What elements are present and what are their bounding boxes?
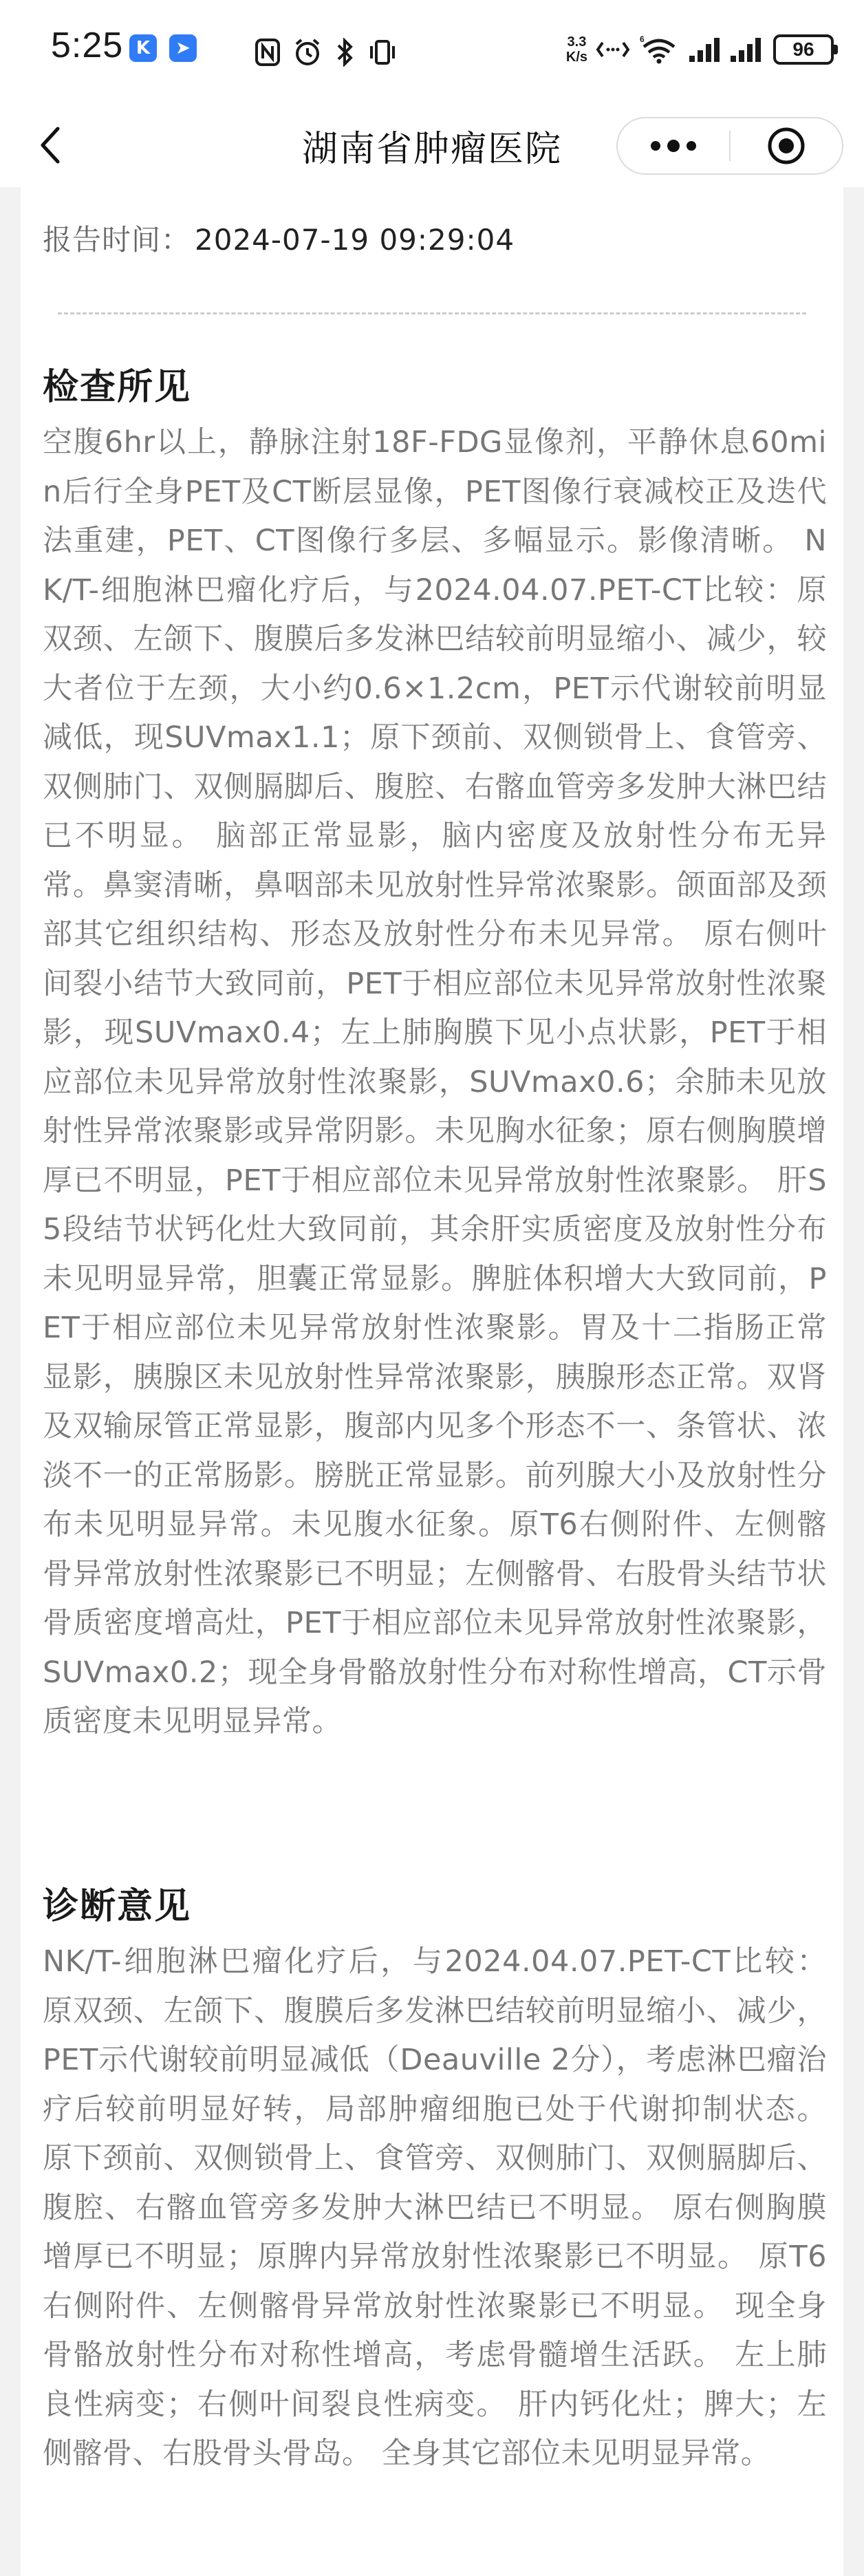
close-program-button[interactable] <box>731 118 842 173</box>
diagnosis-title: 诊断意见 <box>43 1886 192 1927</box>
section-divider <box>58 312 806 314</box>
bluetooth-icon <box>334 33 355 72</box>
report-time <box>43 217 515 259</box>
report-card <box>21 187 843 2576</box>
network-speed <box>566 34 587 65</box>
app-badge-k-icon: K <box>129 34 157 62</box>
network-speed-unit: K/s <box>565 50 587 65</box>
network-speed-value: 3.3 <box>567 34 587 50</box>
status-time: 5:25 <box>51 25 124 65</box>
status-right-group <box>558 29 834 70</box>
navigation-bar <box>0 103 864 187</box>
signal-strength-1-icon <box>688 30 722 69</box>
svg-text:6: 6 <box>640 34 645 44</box>
target-circle-icon <box>766 125 807 167</box>
report-content[interactable] <box>0 187 864 2576</box>
more-dots-icon <box>649 139 698 153</box>
status-bar <box>0 0 864 103</box>
wifi-6-icon <box>640 30 678 69</box>
mini-program-capsule <box>616 117 843 175</box>
hotspot-link-icon <box>596 30 630 69</box>
alarm-icon <box>293 33 322 72</box>
diagnosis-text: NK/T-细胞淋巴瘤化疗后，与2024.04.07.PET-CT比较： 原双颈、左颌下、腹膜后多发淋巴结较前明显缩小、减少，PET示代谢较前明显减低（Deauville 2分），考虑淋巴瘤治疗后较前明显好转，局部肿瘤细胞已处于代谢抑制状态。 原下颈前、双侧锁骨上、食管旁、双侧肺门、双侧膈脚后、腹腔、右髂血管旁多发肿大淋巴结已不明显。 原右侧胸膜增厚已不明显；原脾内异常放射性浓聚影已不明显。 原T6右侧附件、左侧髂骨异常放射性浓聚影已不明显。 现全身骨骼放射性分布对称性增高，考虑骨髓增生活跃。 左上肺良性病变；右侧叶间裂良性病变。 肝内钙化灶；脾大；左侧髂骨、右股骨头骨岛。 全身其它部位未见明显异常。 <box>43 1944 827 2471</box>
findings-text: 空腹6hr以上，静脉注射18F-FDG显像剂，平静休息60min后行全身PET及CT断层显像，PET图像行衰减校正及迭代法重建，PET、CT图像行多层、多幅显示。影像清晰。 NK/T-细胞淋巴瘤化疗后，与2024.04.07.PET-CT比较：原双颈、左颌下、腹膜后多发淋巴结较前明显缩小、减少，较大者位于左颈，大小约0.6×1.2cm，PET示代谢较前明显减低，现SUVmax1.1；原下颈前、双侧锁骨上、食管旁、双侧肺门、双侧膈脚后、腹腔、右髂血管旁多发肿大淋巴结已不明显。 脑部正常显影，脑内密度及放射性分布无异常。鼻窦清晰，鼻咽部未见放射性异常浓聚影。颌面部及颈部其它组织结构、形态及放射性分布未见异常。 原右侧叶间裂小结节大致同前，PET于相应部位未见异常放射性浓聚影，现SUVmax0.4；左上肺胸膜下见小点状影，PET于相应部位未见异常放射性浓聚影，SUVmax0.6；余肺未见放射性异常浓聚影或异常阴影。未见胸水征象；原右侧胸膜增厚已不明显，PET于相应部位未见异常放射性浓聚影。 肝S5段结节状钙化灶大致同前，其余肝实质密度及放射性分布未见明显异常，胆囊正常显影。脾脏体积增大大致同前，PET于相应部位未见异常放射性浓聚影。胃及十二指肠正常显影，胰腺区未见放射性异常浓聚影，胰腺形态正常。双肾及双输尿管正常显影，腹部内见多个形态不一、条管状、浓淡不一的正常肠影。膀胱正常显影。前列腺大小及放射性分布未见明显异常。未见腹水征象。原T6右侧附件、左侧髂骨异常放射性浓聚影已不明显；左侧髂骨、右股骨头结节状骨质密度增高灶，PET于相应部位未见异常放射性浓聚影，SUVmax0.2；现全身骨骼放射性分布对称性增高，CT示骨质密度未见明显异常。 <box>43 425 827 1739</box>
nfc-icon <box>255 33 281 72</box>
page-title: 湖南省肿瘤医院 <box>301 129 562 170</box>
app-badge-arrow-icon: ➤ <box>169 34 197 62</box>
battery-icon: 96 <box>773 34 834 65</box>
report-time-label: 报告时间： <box>43 223 191 257</box>
report-time-value: 2024-07-19 09:29:04 <box>195 223 515 257</box>
vibrate-icon <box>367 33 398 72</box>
signal-strength-2-icon <box>729 30 764 69</box>
more-button[interactable] <box>618 118 729 173</box>
findings-title: 检查所见 <box>43 367 192 408</box>
